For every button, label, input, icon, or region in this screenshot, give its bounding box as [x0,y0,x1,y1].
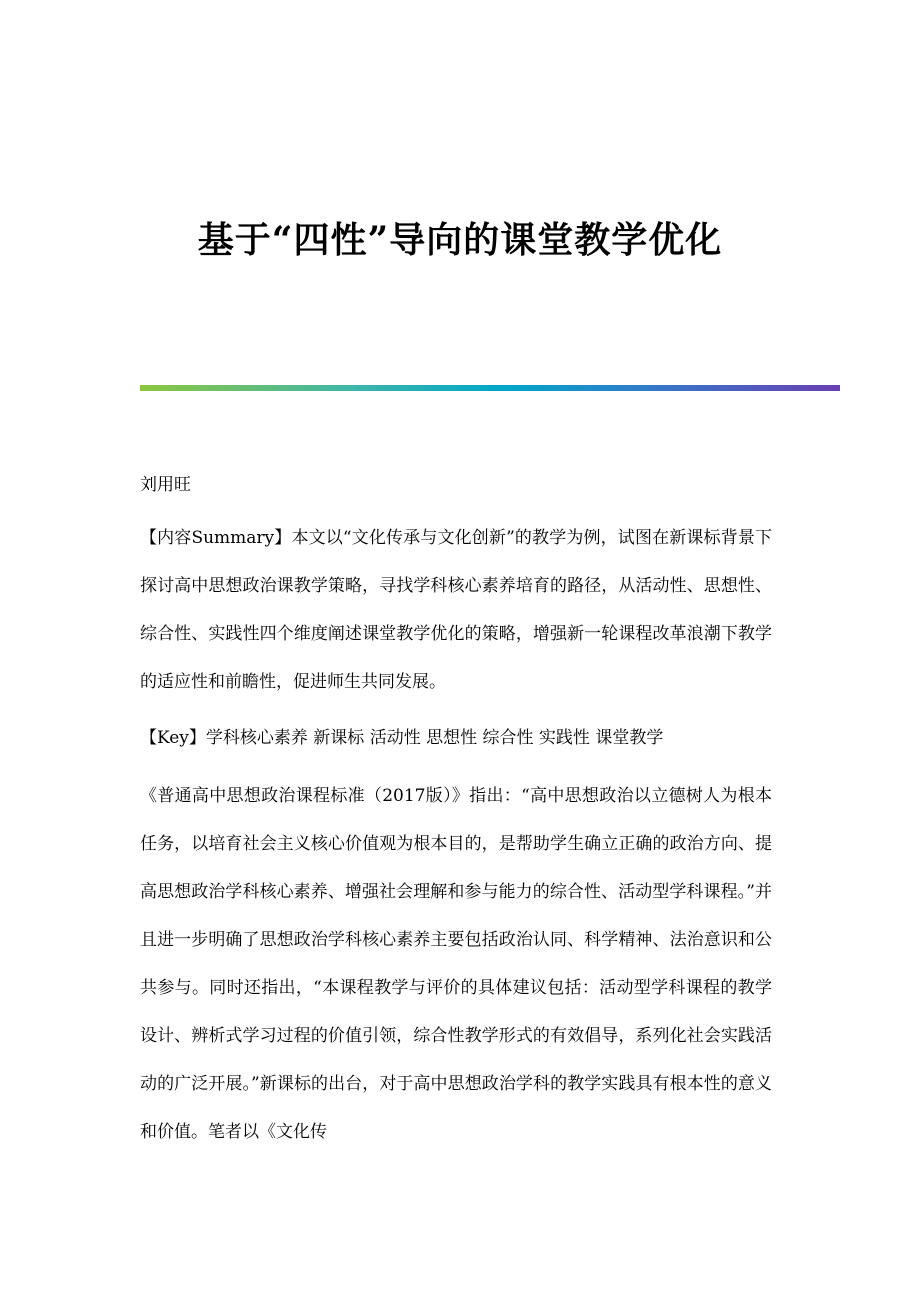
body-section [140,772,772,1156]
gradient-divider [140,385,840,391]
keywords-section [140,714,772,762]
abstract-section [140,514,772,706]
abstract-paragraph: 【内容Summary】本文以“文化传承与文化创新”的教学为例，试图在新课标背景下探讨高中思想政治课教学策略，寻找学科核心素养培育的路径，从活动性、思想性、综合性、实践性四个维度阐述课堂教学优化的策略，增强新一轮课程改革浪潮下教学的适应性和前瞻性，促进师生共同发展。 [140,528,772,692]
keywords-paragraph: 【Key】学科核心素养 新课标 活动性 思想性 综合性 实践性 课堂教学 [140,728,664,748]
author-name: 刘用旺 [140,475,191,495]
document-title: 基于“四性”导向的课堂教学优化 [197,219,723,261]
body-paragraph: 《普通高中思想政治课程标准（2017版）》指出：“高中思想政治以立德树人为根本任务，以培育社会主义核心价值观为根本目的，是帮助学生确立正确的政治方向、提高思想政治学科核心素养、增强社会理解和参与能力的综合性、活动型学科课程。”并且进一步明确了思想政治学科核心素养主要包括政治认同、科学精神、法治意识和公共参与。同时还指出，“本课程教学与评价的具体建议包括：活动型学科课程的教学设计、辨析式学习过程的价值引领，综合性教学形式的有效倡导，系列化社会实践活动的广泛开展。”新课标的出台，对于高中思想政治学科的教学实践具有根本性的意义和价值。笔者以《文化传 [140,786,772,1142]
